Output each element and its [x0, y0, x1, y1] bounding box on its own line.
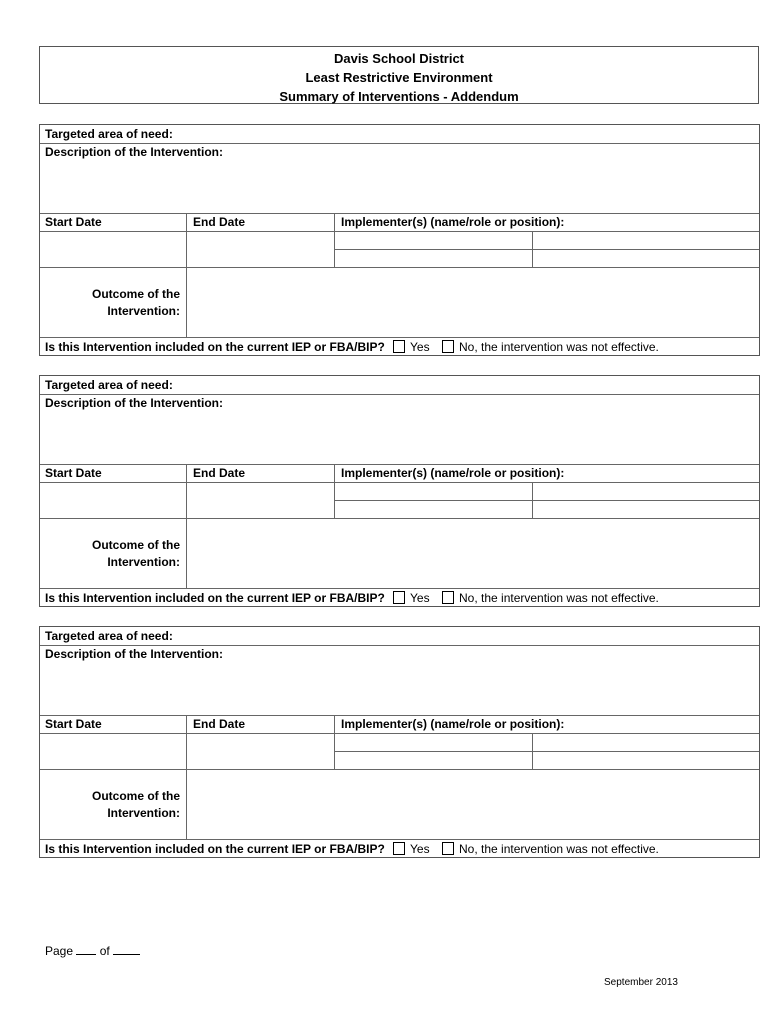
- outcome-label: [40, 788, 180, 822]
- revision-date: September 2013: [604, 977, 678, 988]
- no-label: No, the intervention was not effective.: [459, 340, 659, 354]
- iep-question-label: Is this Intervention included on the current IEP or FBA/BIP?: [45, 842, 385, 856]
- outcome-field[interactable]: [187, 268, 759, 337]
- end-date-label: End Date: [193, 466, 246, 480]
- divider: [40, 337, 759, 338]
- outcome-label-line2: Intervention:: [107, 304, 180, 318]
- implementer-name-field[interactable]: [335, 250, 531, 266]
- iep-question-label: Is this Intervention included on the current IEP or FBA/BIP?: [45, 591, 385, 605]
- no-checkbox[interactable]: [442, 340, 454, 353]
- page-number-line: [45, 944, 140, 958]
- end-date-label: End Date: [193, 717, 246, 731]
- form-title: Summary of Interventions - Addendum: [279, 89, 519, 104]
- implementer-name-field[interactable]: [335, 752, 531, 768]
- yes-label: Yes: [410, 340, 430, 354]
- start-date-field[interactable]: [41, 734, 185, 769]
- outcome-label: [40, 537, 180, 571]
- intervention-block-3: [39, 626, 760, 858]
- divider: [40, 213, 759, 214]
- start-date-label: Start Date: [45, 717, 102, 731]
- outcome-label-line2: Intervention:: [107, 806, 180, 820]
- outcome-label-line1: Outcome of the: [91, 538, 180, 552]
- implementer-name-field[interactable]: [335, 483, 531, 499]
- intervention-block-1: [39, 124, 760, 356]
- start-date-field[interactable]: [41, 232, 185, 267]
- implementer-role-field[interactable]: [533, 232, 759, 248]
- description-label: Description of the Intervention:: [45, 145, 224, 159]
- description-field[interactable]: [40, 412, 759, 463]
- targeted-area-label: Targeted area of need:: [45, 127, 173, 141]
- description-field[interactable]: [40, 161, 759, 212]
- description-field[interactable]: [40, 663, 759, 714]
- implementer-role-field[interactable]: [533, 734, 759, 750]
- of-label: of: [99, 944, 110, 958]
- implementer-role-field[interactable]: [533, 483, 759, 499]
- district-name: Davis School District: [333, 51, 465, 66]
- yes-label: Yes: [410, 591, 430, 605]
- implementers-label: Implementer(s) (name/role or position):: [341, 215, 565, 229]
- description-label: Description of the Intervention:: [45, 647, 224, 661]
- implementer-role-field[interactable]: [533, 752, 759, 768]
- implementer-name-field[interactable]: [335, 232, 531, 248]
- outcome-label: [40, 286, 180, 320]
- yes-checkbox[interactable]: [393, 340, 405, 353]
- outcome-label-line1: Outcome of the: [91, 789, 180, 803]
- implementer-name-field[interactable]: [335, 501, 531, 517]
- yes-label: Yes: [410, 842, 430, 856]
- yes-checkbox[interactable]: [393, 842, 405, 855]
- start-date-field[interactable]: [41, 483, 185, 518]
- implementers-label: Implementer(s) (name/role or position):: [341, 717, 565, 731]
- outcome-field[interactable]: [187, 770, 759, 839]
- end-date-field[interactable]: [187, 483, 333, 518]
- divider: [40, 839, 759, 840]
- implementer-role-field[interactable]: [533, 250, 759, 266]
- yes-checkbox[interactable]: [393, 591, 405, 604]
- divider: [40, 464, 759, 465]
- end-date-field[interactable]: [187, 734, 333, 769]
- implementer-name-field[interactable]: [335, 734, 531, 750]
- start-date-label: Start Date: [45, 466, 102, 480]
- page-label: Page: [45, 944, 74, 958]
- end-date-field[interactable]: [187, 232, 333, 267]
- end-date-label: End Date: [193, 215, 246, 229]
- form-subtitle: Least Restrictive Environment: [305, 70, 493, 85]
- outcome-label-line2: Intervention:: [107, 555, 180, 569]
- outcome-label-line1: Outcome of the: [91, 287, 180, 301]
- divider: [40, 715, 759, 716]
- page-number-field[interactable]: [76, 944, 96, 955]
- implementers-label: Implementer(s) (name/role or position):: [341, 466, 565, 480]
- targeted-area-label: Targeted area of need:: [45, 378, 173, 392]
- description-label: Description of the Intervention:: [45, 396, 224, 410]
- start-date-label: Start Date: [45, 215, 102, 229]
- no-checkbox[interactable]: [442, 591, 454, 604]
- iep-question-label: Is this Intervention included on the current IEP or FBA/BIP?: [45, 340, 385, 354]
- outcome-field[interactable]: [187, 519, 759, 588]
- divider: [40, 588, 759, 589]
- implementer-role-field[interactable]: [533, 501, 759, 517]
- page-total-field[interactable]: [113, 944, 140, 955]
- divider: [40, 143, 759, 144]
- no-label: No, the intervention was not effective.: [459, 591, 659, 605]
- divider: [40, 394, 759, 395]
- no-label: No, the intervention was not effective.: [459, 842, 659, 856]
- form-header: [39, 46, 759, 104]
- targeted-area-label: Targeted area of need:: [45, 629, 173, 643]
- intervention-block-2: [39, 375, 760, 607]
- no-checkbox[interactable]: [442, 842, 454, 855]
- divider: [40, 645, 759, 646]
